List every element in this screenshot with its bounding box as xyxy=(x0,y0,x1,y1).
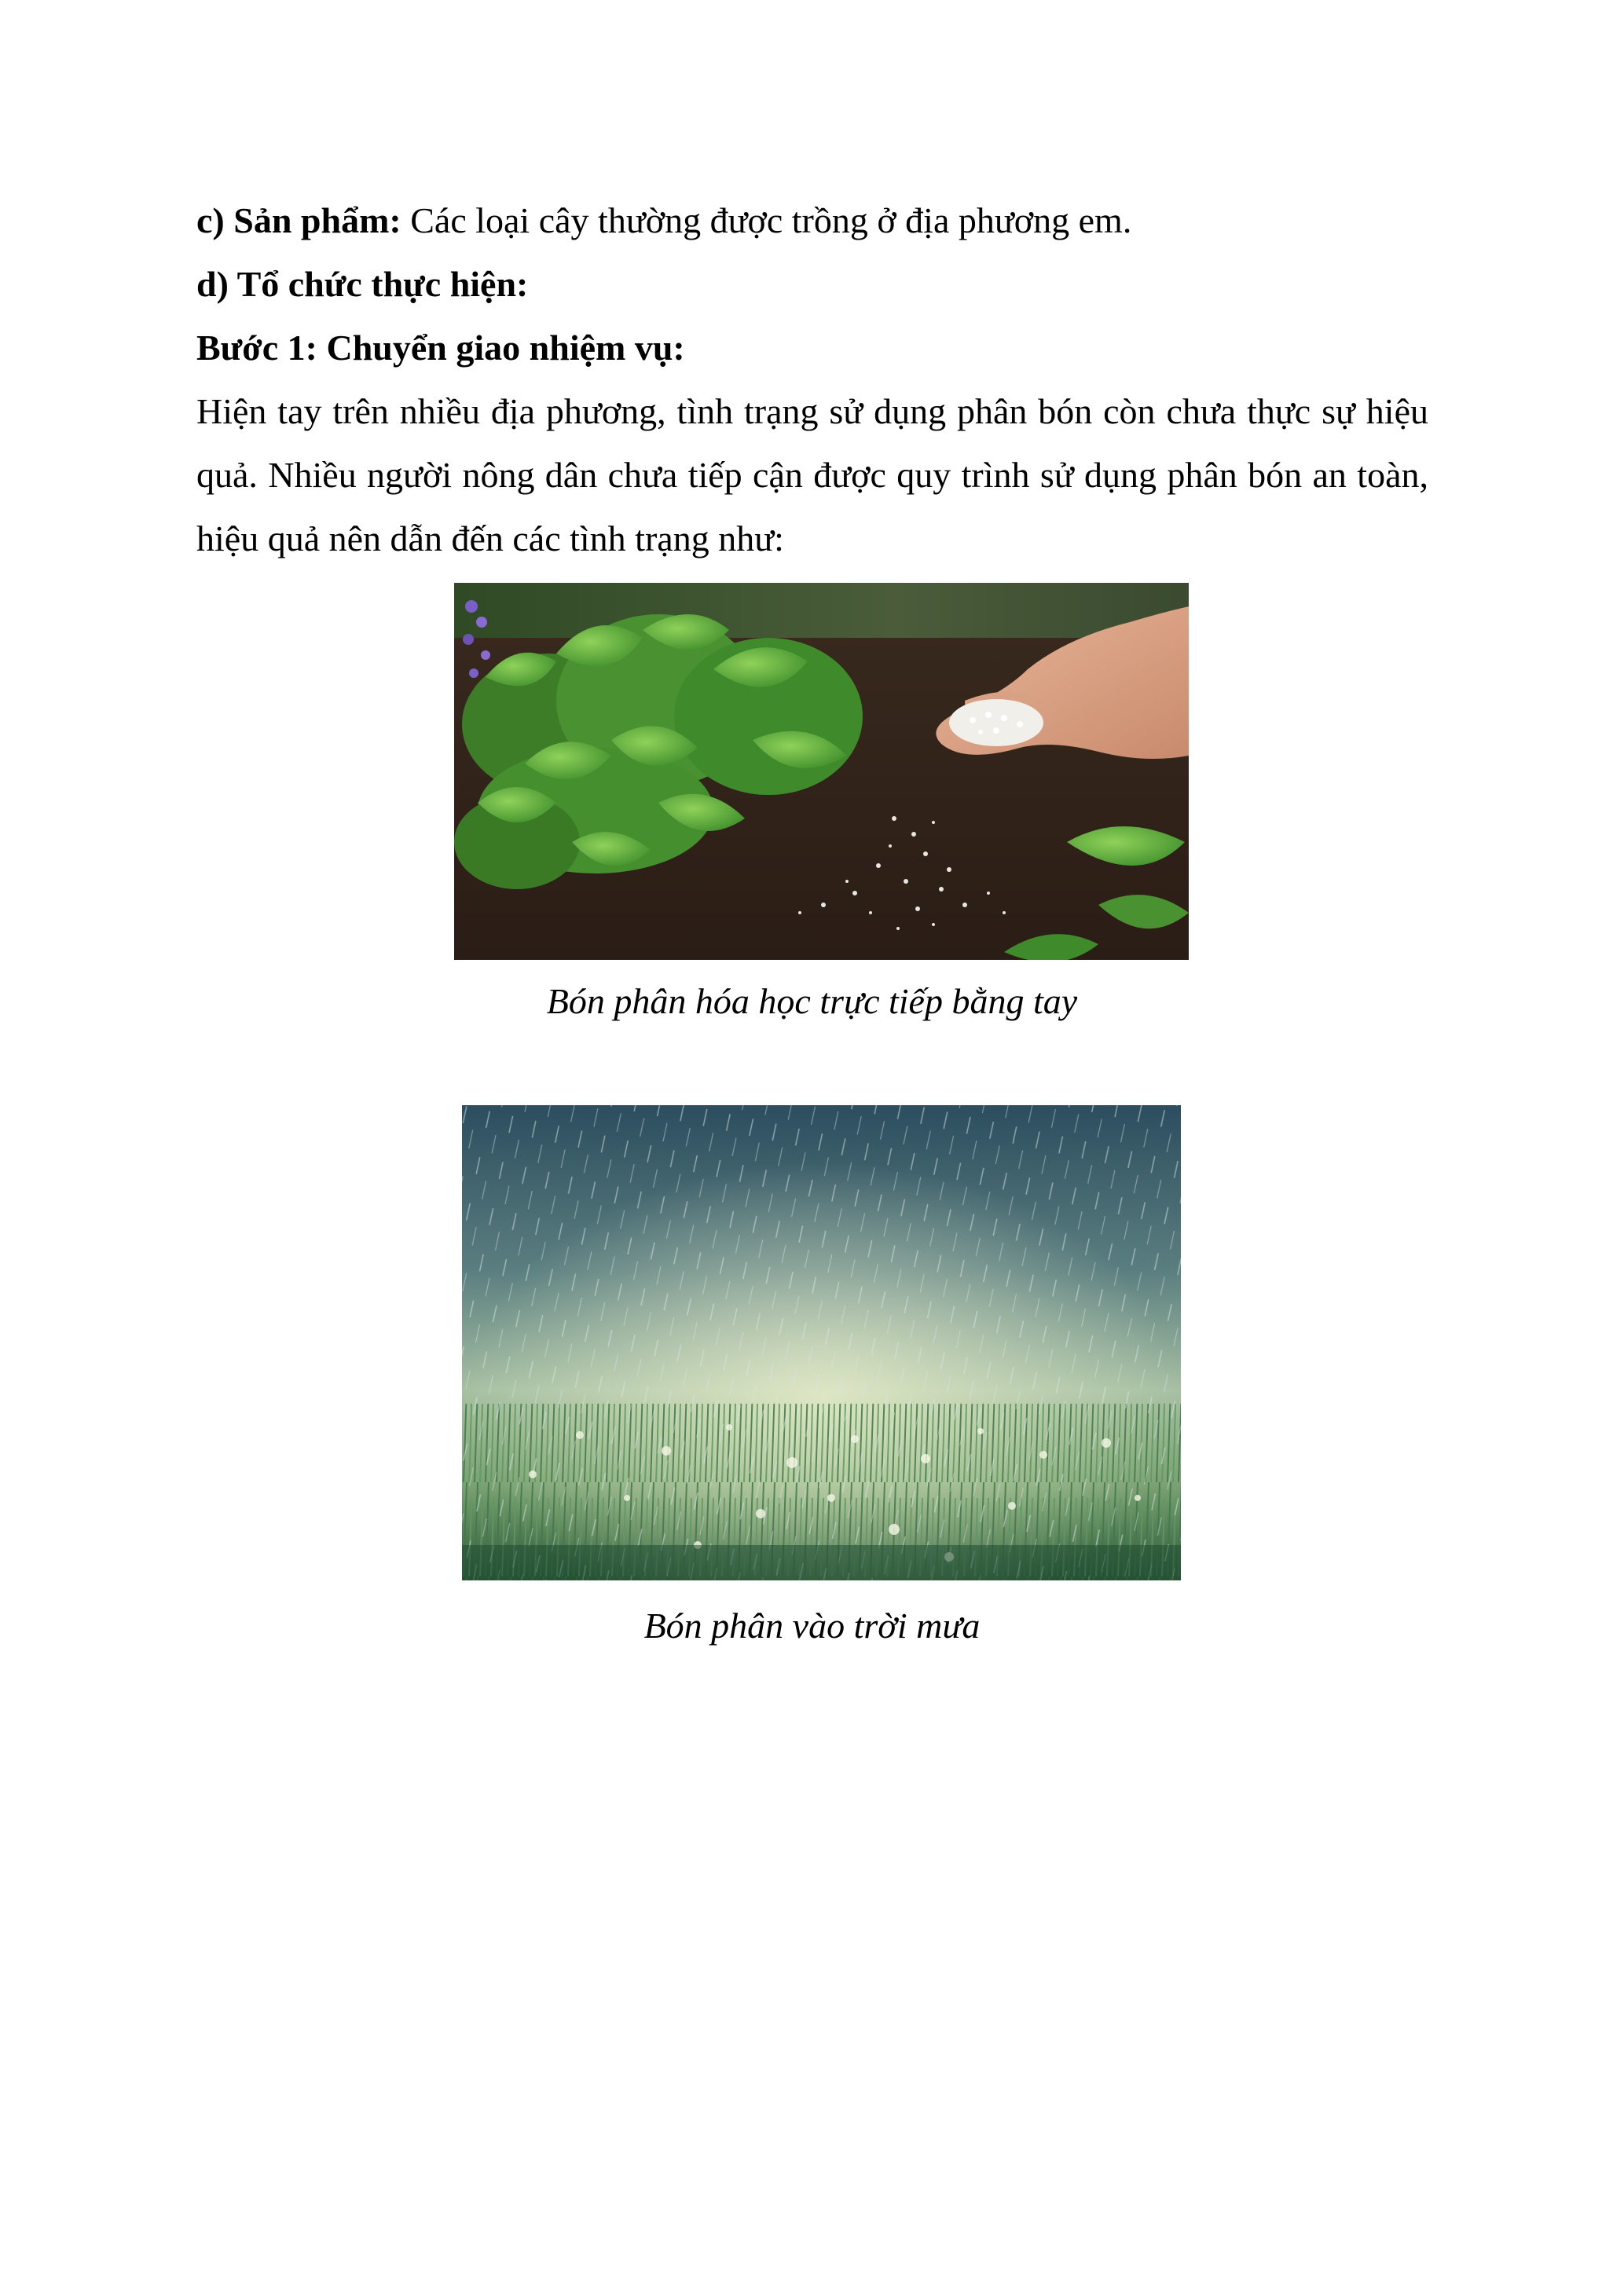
step-1-heading: Bước 1: Chuyển giao nhiệm vụ: xyxy=(196,328,685,368)
section-d-heading: d) Tổ chức thực hiện: xyxy=(196,264,529,304)
figure-1-caption: Bón phân hóa học trực tiếp bằng tay xyxy=(546,981,1078,1021)
fertilizer-by-hand-image xyxy=(454,583,1189,960)
rain-on-grass-image xyxy=(462,1105,1181,1580)
intro-paragraph: Hiện tay trên nhiều địa phương, tình trạng sử dụng phân bón còn chưa thực sự hiệu quả. Nhiều người nông dân chưa tiếp cận được quy trình sử dụng phân bón an toàn, hiệu quả nên dẫn đến các tình trạng như: xyxy=(196,391,1428,558)
section-c-label: c) Sản phẩm: xyxy=(196,200,401,240)
section-c-text: Các loại cây thường được trồng ở địa phương em. xyxy=(401,200,1132,240)
section-c-line xyxy=(196,189,1428,252)
document-body xyxy=(196,189,1428,570)
figure-2-caption: Bón phân vào trời mưa xyxy=(643,1606,981,1646)
